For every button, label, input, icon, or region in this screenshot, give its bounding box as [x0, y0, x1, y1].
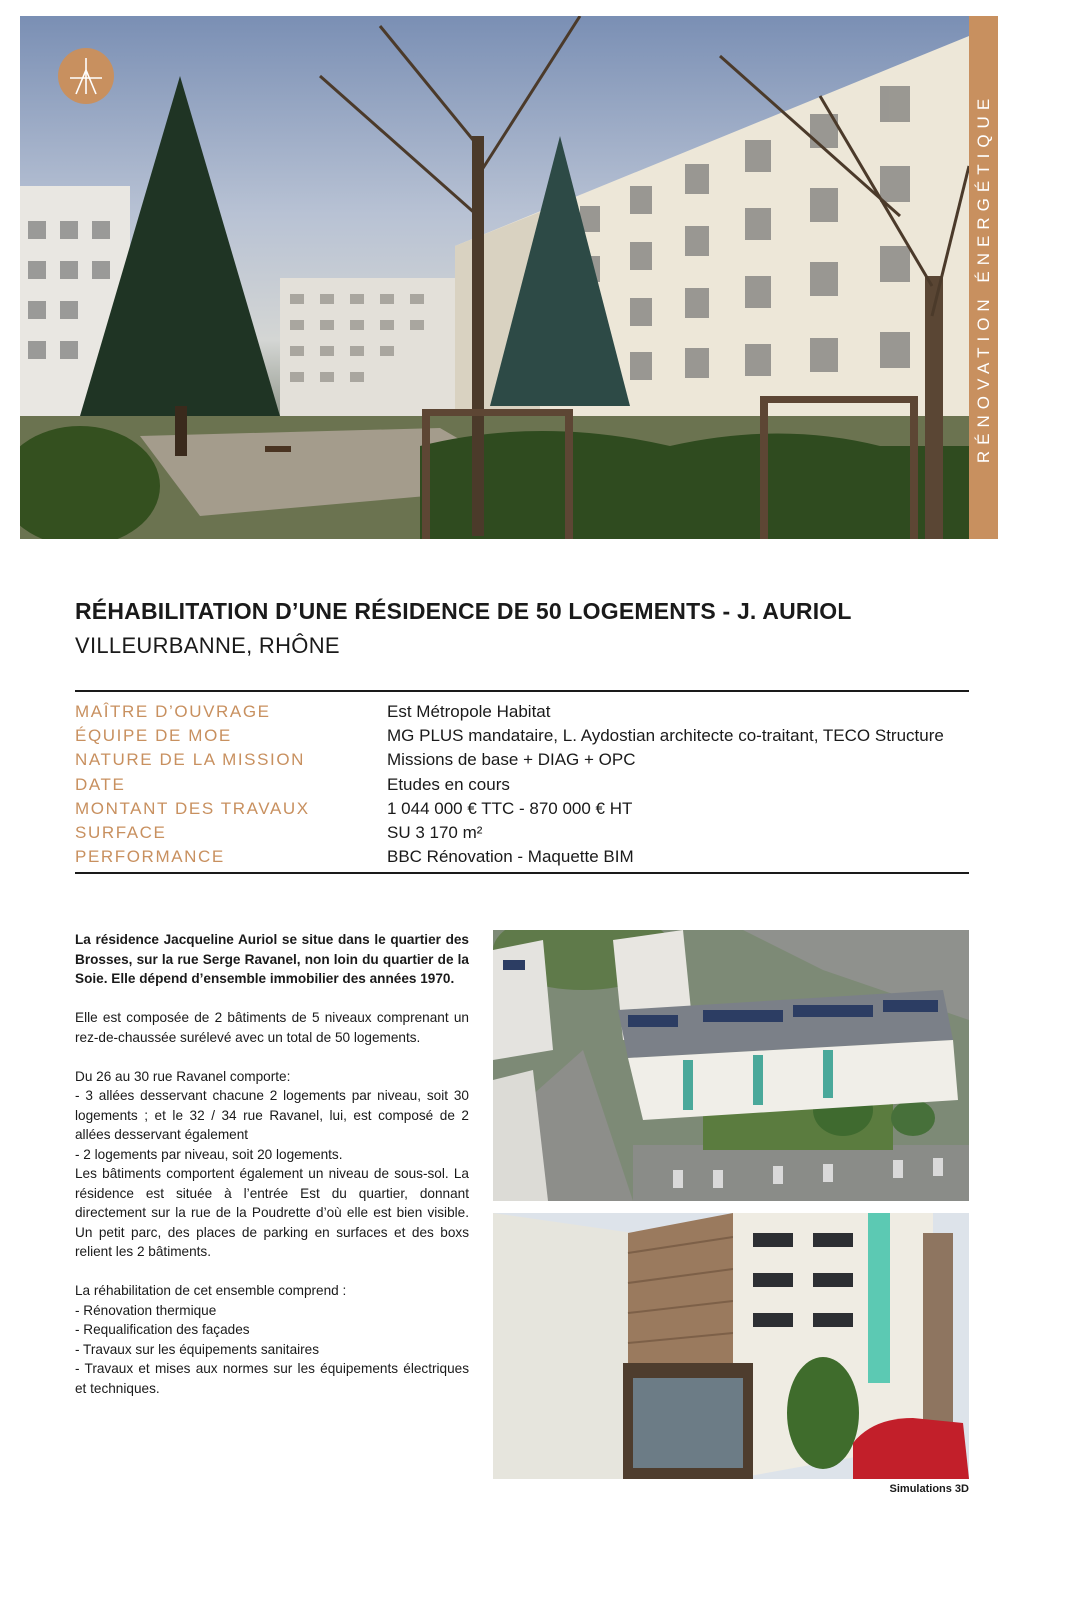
description-line: Du 26 au 30 rue Ravanel comporte:	[75, 1068, 291, 1084]
description-line: - Travaux sur les équipements sanitaires	[75, 1341, 320, 1357]
info-label: MAÎTRE D’OUVRAGE	[75, 702, 271, 722]
description-line: - Requalification des façades	[75, 1322, 250, 1337]
description-line: - Rénovation thermique	[75, 1302, 217, 1318]
hero-photo-art	[20, 16, 969, 539]
info-value: SU 3 170 m²	[387, 823, 483, 843]
info-row	[75, 797, 969, 821]
info-row	[75, 845, 969, 869]
description-paragraph	[75, 1281, 469, 1398]
info-label: SURFACE	[75, 823, 167, 843]
description	[75, 930, 469, 1418]
render-3d-image	[493, 1213, 969, 1479]
page-subtitle: VILLEURBANNE, RHÔNE	[75, 633, 340, 658]
info-value: Est Métropole Habitat	[387, 702, 551, 722]
info-value: Etudes en cours	[387, 774, 510, 794]
description-line: - 3 allées desservant chacune 2 logements par niveau, soit 30 logements ; et le 32 / 34 rue Ravanel, lui, est composé de 2 allées desservant également	[75, 1088, 469, 1142]
info-value: MG PLUS mandataire, L. Aydostian architecte co-traitant, TECO Structure	[387, 726, 944, 746]
info-label: PERFORMANCE	[75, 847, 225, 867]
aerial-view-image	[493, 930, 969, 1201]
info-value: Missions de base + DIAG + OPC	[387, 750, 636, 770]
description-lead: La résidence Jacqueline Auriol se situe dans le quartier des Brosses, sur la rue Serge Ravanel, non loin du quartier de la Soie. Elle dépend d’ensemble immobilier des années 1970.	[75, 932, 469, 986]
info-row	[75, 773, 969, 797]
info-table	[75, 700, 969, 869]
description-line: La réhabilitation de cet ensemble comprend :	[75, 1283, 347, 1298]
info-row	[75, 821, 969, 845]
description-paragraph: Elle est composée de 2 bâtiments de 5 niveaux comprenant un rez-de-chaussée surélevé avec un total de 50 logements.	[75, 1010, 469, 1045]
info-label: MONTANT DES TRAVAUX	[75, 798, 310, 818]
info-value: 1 044 000 € TTC - 870 000 € HT	[387, 798, 633, 818]
info-row	[75, 700, 969, 724]
info-row	[75, 748, 969, 772]
info-label: DATE	[75, 774, 126, 794]
info-top-rule	[75, 690, 969, 692]
category-band	[969, 16, 998, 539]
info-value: BBC Rénovation - Maquette BIM	[387, 847, 634, 867]
description-line: Les bâtiments comportent également un niveau de sous-sol. La résidence est située à l’entrée Est du quartier, donnant directement sur la rue de la Poudrette d’où elle est bien visible. Un petit parc, des places de parking en surfaces et des boxs relient les 2 bâtiments.	[75, 1166, 469, 1259]
description-paragraph	[75, 1067, 469, 1262]
info-label: NATURE DE LA MISSION	[75, 750, 306, 770]
logo-icon	[58, 48, 114, 104]
description-line: - 2 logements par niveau, soit 20 logements.	[75, 1146, 343, 1162]
info-label: ÉQUIPE DE MOE	[75, 726, 232, 746]
hero-photo	[20, 16, 969, 539]
category-label: RÉNOVATION ÉNERGÉTIQUE	[973, 92, 993, 463]
image-caption: Simulations 3D	[889, 1483, 969, 1495]
info-row	[75, 724, 969, 748]
page-title: RÉHABILITATION D’UNE RÉSIDENCE DE 50 LOGEMENTS - J. AURIOL	[75, 598, 852, 624]
description-line: - Travaux et mises aux normes sur les équipements électriques et techniques.	[75, 1361, 469, 1396]
info-bottom-rule	[75, 872, 969, 874]
